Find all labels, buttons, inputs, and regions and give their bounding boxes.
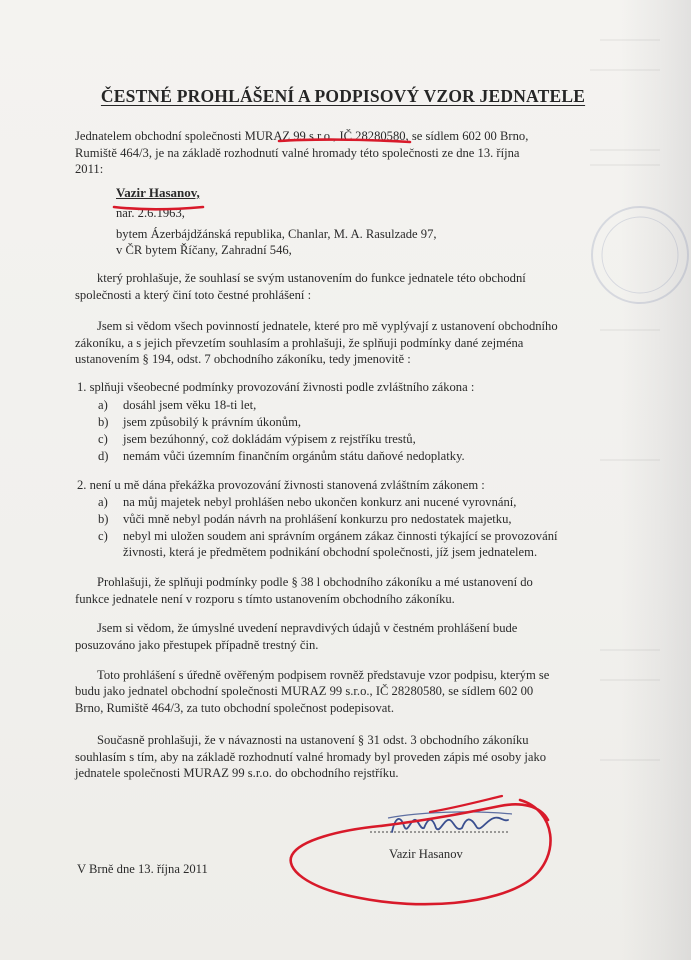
- signature-name: Vazir Hasanov: [389, 847, 463, 861]
- sample-line-1: Toto prohlášení s úředně ověřeným podpisem rovněž představuje vzor podpisu, kterým se: [97, 668, 550, 682]
- person-residence-cz: v ČR bytem Říčany, Zahradní 546,: [116, 243, 292, 257]
- red-underline-company: [279, 140, 410, 142]
- person-name: Vazir Hasanov,: [116, 185, 200, 200]
- bleed-through-text: [590, 40, 660, 760]
- red-underline-name: [114, 207, 203, 209]
- red-circle-annotation: [291, 800, 551, 904]
- registry-line-2: souhlasím s tím, aby na základě rozhodnutí valné hromady byl proveden zápis mé osoby jako: [75, 750, 547, 764]
- item-marker: b): [98, 415, 109, 429]
- item-marker: c): [98, 529, 108, 543]
- item-marker: d): [98, 449, 109, 463]
- section1-heading: 1. splňuji všeobecné podmínky provozování živnosti podle zvláštního zákona :: [77, 380, 475, 394]
- aware-line-1: Jsem si vědom všech povinností jednatele, které pro mě vyplývají z ustanovení obchodního: [97, 319, 558, 333]
- item-text: vůči mně nebyl podán návrh na prohlášení konkurzu pro nedostatek majetku,: [123, 512, 512, 526]
- date-line: V Brně dne 13. října 2011: [77, 862, 208, 876]
- registry-line-3: jednatele společnosti MURAZ 99 s.r.o. do obchodního rejstříku.: [75, 766, 399, 780]
- item-marker: a): [98, 495, 108, 509]
- false-line-1: Jsem si vědom, že úmyslné uvedení nepravdivých údajů v čestném prohlášení bude: [97, 621, 518, 635]
- document-title: ČESTNÉ PROHLÁŠENÍ A PODPISOVÝ VZOR JEDNATELE: [100, 86, 586, 106]
- item-text: jsem způsobilý k právním úkonům,: [123, 415, 302, 429]
- item-text: na můj majetek nebyl prohlášen nebo ukončen konkurz ani nucené vyrovnání,: [123, 495, 517, 509]
- person-born: nar. 2.6.1963,: [116, 206, 185, 220]
- sample-line-3: Brno, Rumiště 464/3, za tuto obchodní společnost podepisovat.: [75, 701, 395, 715]
- sample-line-2: budu jako jednatel obchodní společnosti MURAZ 99 s.r.o., IČ 28280580, se sídlem 602 00: [75, 684, 534, 698]
- item-text: jsem bezúhonný, což dokládám výpisem z rejstříku trestů,: [123, 432, 416, 446]
- signature-scribble: [392, 818, 508, 832]
- intro-line-1: Jednatelem obchodní společnosti MURAZ 99 s.r.o., IČ 28280580, se sídlem 602 00 Brno,: [75, 129, 529, 143]
- false-line-2: posuzováno jako přestupek případně trestný čin.: [75, 638, 319, 652]
- registry-line-1: Současně prohlašuji, že v návaznosti na ustanovení § 31 odst. 3 obchodního zákoníku: [97, 733, 529, 747]
- intro-line-2: Rumiště 464/3, je na základě rozhodnutí valné hromady této společnosti ze dne 13. října: [75, 146, 520, 160]
- consent-line-2: společnosti a který činí toto čestné prohlášení :: [75, 288, 312, 302]
- item-marker: c): [98, 432, 108, 446]
- aware-line-3: ustanovením § 194, odst. 7 obchodního zákoníku, tedy jmenovitě :: [75, 352, 411, 366]
- person-residence: bytem Ázerbájdžánská republika, Chanlar, M. A. Rasulzade 97,: [116, 227, 437, 241]
- item-text: dosáhl jsem věku 18-ti let,: [123, 398, 257, 412]
- consent-line-1: který prohlašuje, že souhlasí se svým ustanovením do funkce jednatele této obchodní: [97, 271, 526, 285]
- item-text: nemám vůči územním finančním orgánům státu daňové nedoplatky.: [123, 449, 465, 463]
- section2-heading: 2. není u mě dána překážka provozování živnosti stanovená zvláštním zákonem :: [77, 478, 485, 492]
- item-marker: b): [98, 512, 109, 526]
- intro-line-3: 2011:: [75, 162, 104, 176]
- aware-line-2: zákoníku, a s jejich převzetím souhlasím a prohlašuji, že splňuji podmínky dané zejména: [75, 336, 524, 350]
- stamp-ghost: [592, 207, 688, 303]
- declare-line-2: funkce jednatele není v rozporu s tímto ustanovením obchodního zákoníku.: [75, 592, 455, 606]
- item-text: nebyl mi uložen soudem ani správním orgánem zákaz činnosti týkající se provozování: [123, 529, 558, 543]
- item-marker: a): [98, 398, 108, 412]
- item-text-continued: živnosti, která je předmětem podnikání obchodní společnosti, jíž jsem jednatelem.: [123, 545, 538, 559]
- declare-line-1: Prohlašuji, že splňuji podmínky podle § 38 l obchodního zákoníku a mé ustanovení do: [97, 575, 533, 589]
- red-circle-tail: [430, 796, 502, 812]
